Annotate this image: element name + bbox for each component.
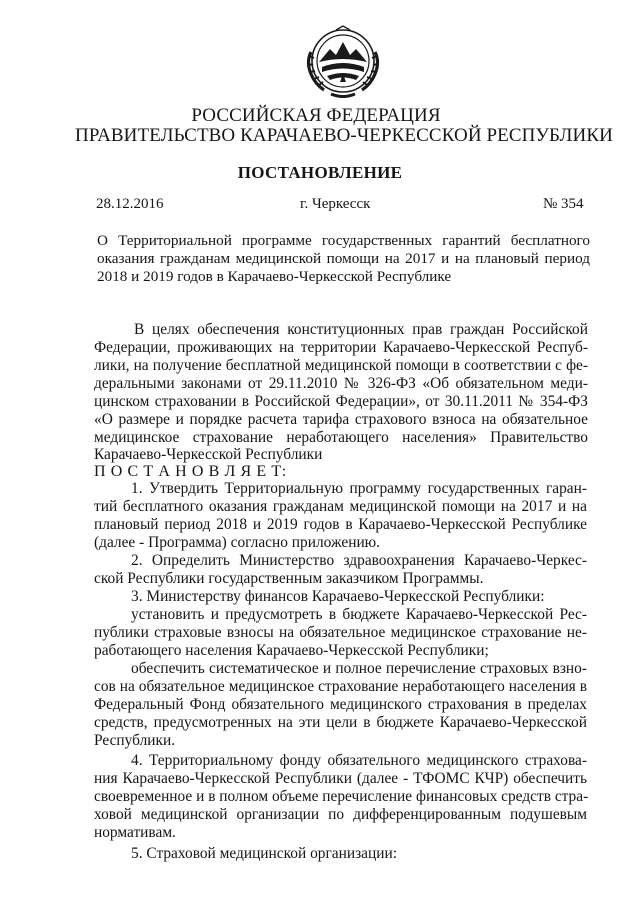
body-line: Карачаево-Черкесской Республики [94,446,323,463]
body-line: Республики. [94,732,176,749]
body-line: 3. Министерству финансов Карачаево-Черкесской Республики: [131,588,545,605]
body-line: сов на обязательное медицинское страхование неработающего населения в [94,678,587,695]
body-line: обеспечить систематическое и полное перечисление страховых взно- [131,660,587,677]
coat-of-arms-emblem [302,22,384,100]
body-line: (далее - Программа) согласно приложению. [94,534,381,551]
body-line: медицинское страхование неработающего населения» Правительство [94,429,588,446]
title-line: О Территориальной программе государственных гарантий бесплатного [97,232,590,249]
title-line: 2018 и 2019 годов в Карачаево-Черкесской Республике [97,268,452,285]
document-city: г. Черкесск [300,196,371,212]
body-line: Федеральный Фонд обязательного медицинского страхования в пределах [94,696,587,713]
document-number: № 354 [543,196,584,212]
body-line: 5. Страховой медицинской организации: [131,845,397,862]
body-line: плановый период 2018 и 2019 годов в Карачаево-Черкесской Республике [94,516,587,533]
body-line: тий бесплатного оказания гражданам медицинской помощи на 2017 и на [94,498,587,515]
body-line: цинском страховании в Российской Федерации», от 30.11.2011 № 354-ФЗ [94,393,588,410]
body-line: 1. Утвердить Территориальную программу государственных гаран- [131,480,587,497]
body-line: лики, на получение бесплатной медицинской помощи в соответствии с фе- [94,357,588,374]
body-line: публики страховые взносы на обязательное медицинское страхование не- [94,624,587,641]
body-line: ской Республики государственным заказчиком Программы. [94,570,484,587]
body-line: «О размере и порядке расчета тарифа страхового взноса на обязательное [94,411,588,428]
body-line: ния Карачаево-Черкесской Республики (далее - ТФОМС КЧР) обеспечить [94,770,587,787]
body-line: средств, предусмотренных на эти цели в бюджете Карачаево-Черкесской [94,714,587,731]
header-government: ПРАВИТЕЛЬСТВО КАРАЧАЕВО-ЧЕРКЕССКОЙ РЕСПУБЛИКИ [75,125,613,146]
title-line: оказания гражданам медицинской помощи на 2017 и на плановый период [97,250,590,267]
body-line: установить и предусмотреть в бюджете Карачаево-Черкесской Рес- [131,606,587,623]
body-line: своевременное и в полном объеме перечисление финансовых средств стра- [94,788,589,805]
document-date: 28.12.2016 [96,196,164,212]
body-line: ховой медицинской организации по дифференцированным подушевым [94,806,587,823]
body-line: Федерации, проживающих на территории Карачаево-Черкесской Респуб- [94,339,588,356]
document-type-heading: ПОСТАНОВЛЕНИЕ [237,163,403,182]
body-line: нормативам. [94,824,176,841]
body-line: 4. Территориальному фонду обязательного медицинского страхова- [131,752,587,769]
header-country: РОССИЙСКАЯ ФЕДЕРАЦИЯ [191,105,441,126]
body-line: В целях обеспечения конституционных прав граждан Российской [134,321,588,338]
decree-keyword: П О С Т А Н О В Л Я Е Т: [94,463,287,480]
body-line: деральными законами от 29.11.2010 № 326-ФЗ «Об обязательном меди- [94,375,588,392]
body-line: работающего населения Карачаево-Черкесской Республики; [94,642,489,659]
body-line: 2. Определить Министерство здравоохранения Карачаево-Черкес- [131,552,587,569]
